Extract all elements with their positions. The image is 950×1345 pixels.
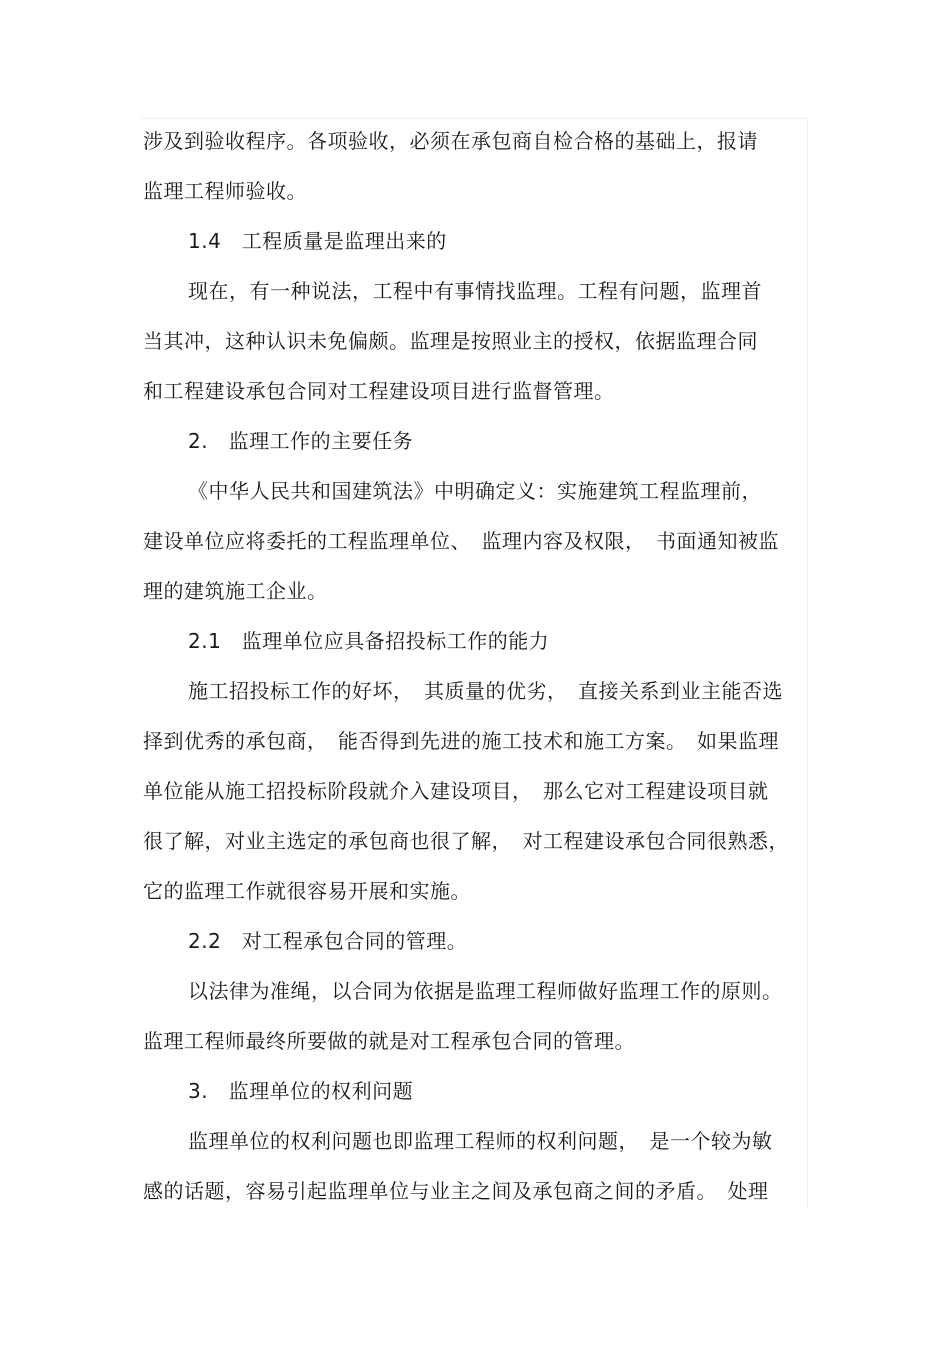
text-line: 感的话题，容易引起监理单位与业主之间及承包商之间的矛盾。 处理	[143, 1179, 769, 1203]
text-line: 施工招投标工作的好坏， 其质量的优劣， 直接关系到业主能否选	[188, 679, 783, 703]
text-line: 和工程建设承包合同对工程建设项目进行监督管理。	[143, 379, 615, 403]
text-line: 择到优秀的承包商， 能否得到先进的施工技术和施工方案。 如果监理	[143, 729, 779, 753]
text-line: 当其冲，这种认识未免偏颇。监理是按照业主的授权，依据监理合同	[143, 329, 758, 353]
text-line: 监理单位的权利问题也即监理工程师的权利问题， 是一个较为敏	[188, 1129, 773, 1153]
text-line: 很了解，对业主选定的承包商也很了解， 对工程建设承包合同很熟悉，	[143, 829, 789, 853]
text-line: 涉及到验收程序。各项验收，必须在承包商自检合格的基础上，报请	[143, 129, 758, 153]
section-heading: 3. 监理单位的权利问题	[188, 1079, 414, 1103]
text-line: 监理工程师最终所要做的就是对工程承包合同的管理。	[143, 1029, 635, 1053]
section-heading: 2.1 监理单位应具备招投标工作的能力	[188, 629, 550, 653]
text-line: 现在，有一种说法，工程中有事情找监理。工程有问题，监理首	[188, 279, 762, 303]
section-heading: 2.2 对工程承包合同的管理。	[188, 929, 468, 953]
text-line: 单位能从施工招投标阶段就介入建设项目， 那么它对工程建设项目就	[143, 779, 769, 803]
text-line: 理的建筑施工企业。	[143, 579, 328, 603]
text-line: 监理工程师验收。	[143, 179, 307, 203]
text-line: 以法律为准绳，以合同为依据是监理工程师做好监理工作的原则。	[188, 979, 783, 1003]
text-line: 《中华人民共和国建筑法》中明确定义：实施建筑工程监理前，	[188, 479, 762, 503]
text-line: 它的监理工作就很容易开展和实施。	[143, 879, 471, 903]
section-heading: 2. 监理工作的主要任务	[188, 429, 414, 453]
section-heading: 1.4 工程质量是监理出来的	[188, 229, 447, 253]
text-line: 建设单位应将委托的工程监理单位、 监理内容及权限， 书面通知被监	[143, 529, 779, 553]
